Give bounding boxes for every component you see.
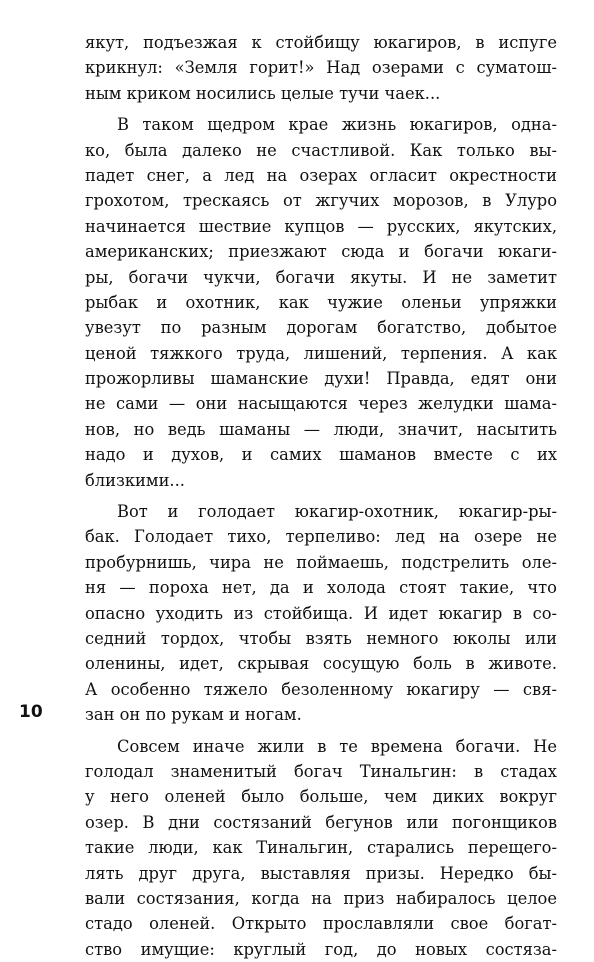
text-line: вали состязания, когда на приз набиралось целое [85,888,557,908]
text-line: не сами — они насыщаются через желудки шама- [85,394,557,414]
text-line: грохотом, трескаясь от жгучих морозов, в Улуро [85,191,557,211]
text-line: прожорливы шаманские духи! Правда, едят они [85,369,557,389]
text-line: близкими... [85,470,185,490]
text-line: В таком щедром крае жизнь юкагиров, одна- [117,115,557,135]
text-line: ня — пороха нет, да и холода стоят такие, что [85,578,557,598]
text-line: падет снег, а лед на озерах огласит окрестности [85,165,557,185]
text-line: А особенно тяжело безоленному юкагиру — свя- [85,679,557,699]
text-line: опасно уходить из стойбища. И идет юкагир в со- [85,603,557,623]
text-line: надо и духов, и самих шаманов вместе с их [85,445,557,465]
text-line: такие люди, как Тинальгин, старались перещего- [85,838,557,858]
text-line: ценой тяжкого труда, лишений, терпения. А как [85,343,557,363]
text-line: якут, подъезжая к стойбищу юкагиров, в испуге [85,33,557,52]
text-line: стадо оленей. Открыто прославляли свое богат- [85,914,557,934]
text-line: ко, была далеко не счастливой. Как только вы- [85,140,557,160]
text-line: Вот и голодает юкагир-охотник, юкагир-ры- [117,502,557,522]
text-line: начинается шествие купцов — русских, якутских, [85,216,557,236]
text-line: бак. Голодает тихо, терпеливо: лед на озере не [85,527,557,547]
text-line: крикнул: «Земля горит!» Над озерами с суматош- [85,58,557,78]
text-line: седний тордох, чтобы взять немного юколы или [85,628,557,648]
text-line: рыбак и охотник, как чужие оленьи упряжки [85,292,557,312]
paragraph [85,112,557,493]
text-line: зан он по рукам и ногам. [85,705,302,725]
body-text [85,30,557,962]
text-line: оленины, идет, скрывая сосущую боль в животе. [85,654,557,674]
paragraph [85,30,557,106]
text-line: американских; приезжают сюда и богачи юкаги- [85,242,557,262]
text-line: ры, богачи чукчи, богачи якуты. И не заметит [85,267,557,287]
paragraph [85,499,557,728]
text-line: голодал знаменитый богач Тинальгин: в стадах [85,761,557,781]
text-line: Совсем иначе жили в те времена богачи. Не [117,736,557,756]
text-line: увезут по разным дорогам богатство, добытое [85,318,557,338]
text-line: у него оленей было больше, чем диких вокруг [85,787,557,807]
text-line: ным криком носились целые тучи чаек... [85,83,441,103]
text-line: лять друг друга, выставляя призы. Нередко бы- [85,863,557,883]
paragraph [85,734,557,962]
text-line: пробурнишь, чира не поймаешь, подстрелить оле- [85,552,557,572]
text-line: озер. В дни состязаний бегунов или погонщиков [85,812,557,832]
page-number: 10 [19,702,43,722]
text-line: нов, но ведь шаманы — люди, значит, насытить [85,419,557,439]
text-line: ство имущие: круглый год, до новых состяза- [85,939,557,959]
